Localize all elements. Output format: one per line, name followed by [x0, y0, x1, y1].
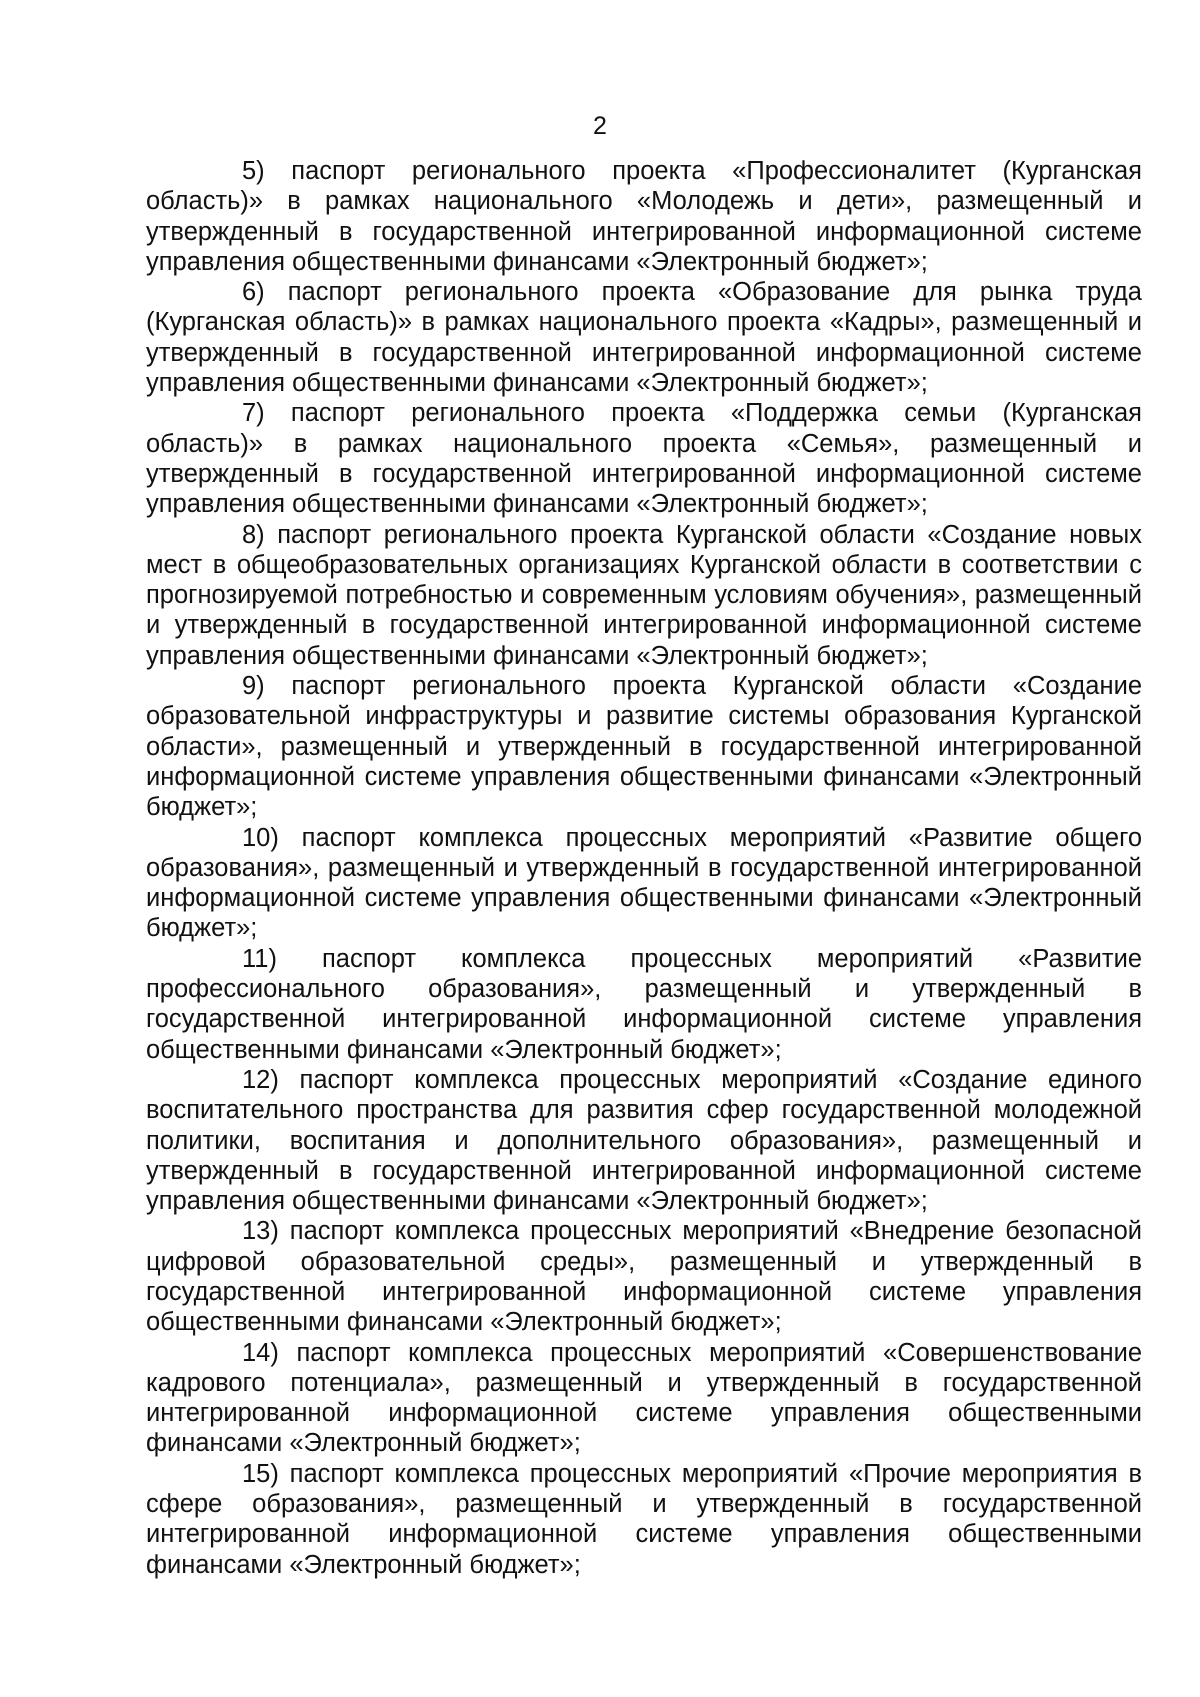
list-item-6: 6) паспорт регионального проекта «Образование для рынка труда (Курганская область)» в рамках национального проекта «Кадры», размещенный и утвержденный в государственной интегрированной информационной системе управления общественными финансами «Электронный бюджет»; — [146, 278, 1142, 398]
list-item-14: 14) паспорт комплекса процессных мероприятий «Совершенствование кадрового потенциала», размещенный и утвержденный в государственной интегрированной информационной системе управления общественными финансами «Электронный бюджет»; — [146, 1338, 1142, 1458]
list-item-15: 15) паспорт комплекса процессных мероприятий «Прочие мероприятия в сфере образования», размещенный и утвержденный в государственной интегрированной информационной системе управления общественными финансами «Электронный бюджет»; — [146, 1459, 1142, 1579]
list-item-10: 10) паспорт комплекса процессных мероприятий «Развитие общего образования», размещенный и утвержденный в государственной интегрированной информационной системе управления общественными финансами «Электронный бюджет»; — [146, 823, 1142, 943]
list-item-8: 8) паспорт регионального проекта Курганской области «Создание новых мест в общеобразовательных организациях Курганской области в соответствии с прогнозируемой потребностью и современным условиям обучения», размещенный и утвержденный в государственной интегрированной информационной системе управления общественными финансами «Электронный бюджет»; — [146, 520, 1142, 670]
document-body — [146, 156, 1142, 1580]
list-item-5: 5) паспорт регионального проекта «Профессионалитет (Курганская область)» в рамках национального «Молодежь и дети», размещенный и утвержденный в государственной интегрированной информационной системе управления общественными финансами «Электронный бюджет»; — [146, 157, 1142, 276]
list-item-13: 13) паспорт комплекса процессных мероприятий «Внедрение безопасной цифровой образовательной среды», размещенный и утвержденный в государственной интегрированной информационной системе управления общественными финансами «Электронный бюджет»; — [146, 1217, 1142, 1337]
list-item-9: 9) паспорт регионального проекта Курганской области «Создание образовательной инфраструктуры и развитие системы образования Курганской области», размещенный и утвержденный в государственной интегрированной информационной системе управления общественными финансами «Электронный бюджет»; — [146, 672, 1142, 822]
list-item-7: 7) паспорт регионального проекта «Поддержка семьи (Курганская область)» в рамках национального проекта «Семья», размещенный и утвержденный в государственной интегрированной информационной системе управления общественными финансами «Электронный бюджет»; — [146, 399, 1142, 519]
list-item-12: 12) паспорт комплекса процессных мероприятий «Создание единого воспитательного пространства для развития сфер государственной молодежной политики, воспитания и дополнительного образования», размещенный и утвержденный в государственной интегрированной информационной системе управления общественными финансами «Электронный бюджет»; — [146, 1065, 1142, 1216]
list-item-11: 11) паспорт комплекса процессных мероприятий «Развитие профессионального образования», размещенный и утвержденный в государственной интегрированной информационной системе управления общественными финансами «Электронный бюджет»; — [146, 944, 1142, 1064]
page-number: 2 — [593, 112, 607, 140]
